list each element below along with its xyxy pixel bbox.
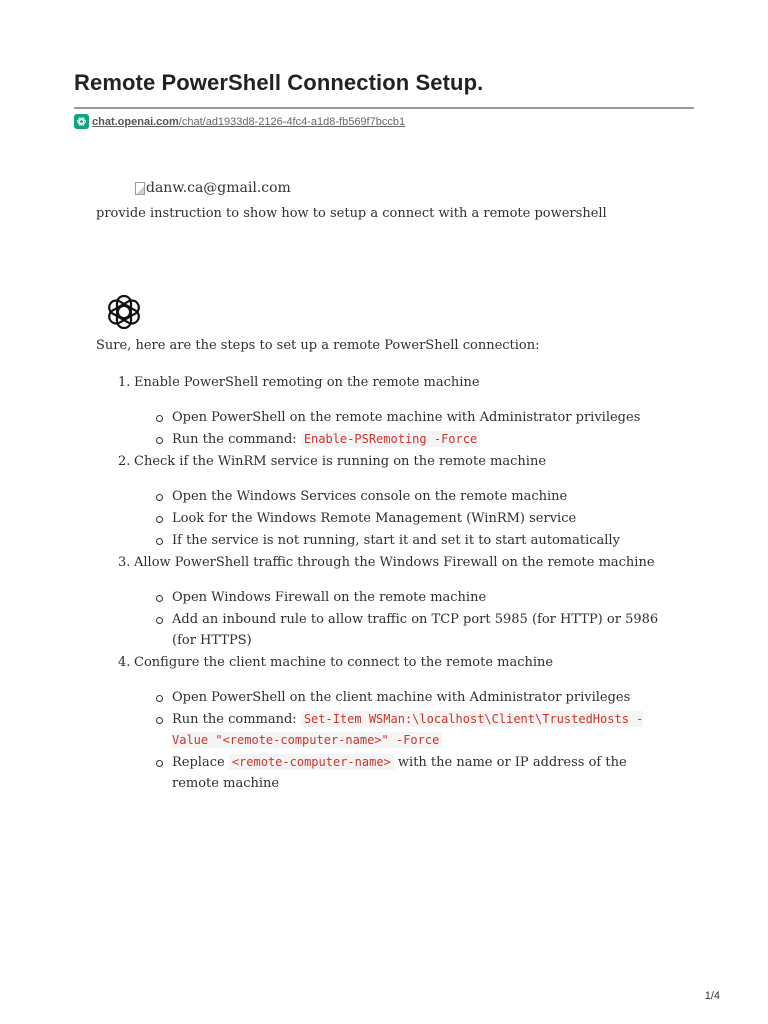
substep-text: Replace: [172, 755, 229, 770]
page-title: Remote PowerShell Connection Setup.: [74, 70, 484, 95]
substep-item: [134, 407, 676, 428]
substep-item: [134, 508, 676, 529]
hollow-bullet-icon: [156, 595, 163, 602]
step-heading: Check if the WinRM service is running on the remote machine: [134, 454, 547, 469]
title-divider: [74, 107, 694, 109]
substep-item: [134, 530, 676, 551]
step-number: 3.: [118, 555, 131, 570]
substep-item: [134, 587, 676, 608]
substep-list: [134, 486, 676, 551]
source-url[interactable]: [92, 116, 405, 128]
step-heading: Allow PowerShell traffic through the Windows Firewall on the remote machine: [134, 555, 655, 570]
source-path: /chat/ad1933d8-2126-4fc4-a1d8-fb569f7bccb1: [178, 115, 406, 128]
substep-text: Add an inbound rule to allow traffic on TCP port 5985 (for HTTP) or 5986 (for HTTPS): [172, 612, 659, 648]
source-domain: chat.openai.com: [92, 115, 179, 128]
step-item: [96, 552, 676, 651]
substep-text: Open PowerShell on the client machine with Administrator privileges: [172, 690, 631, 705]
substep-text: Run the command:: [172, 712, 301, 727]
hollow-bullet-icon: [156, 437, 163, 444]
page-number: 1/4: [704, 990, 720, 1002]
substep-text: Run the command:: [172, 432, 301, 447]
steps-list: [96, 372, 676, 795]
step-heading: Configure the client machine to connect to the remote machine: [134, 655, 554, 670]
placeholder-code: <remote-computer-name>: [229, 754, 394, 770]
broken-image-icon: [135, 182, 145, 195]
step-number: 4.: [118, 655, 131, 670]
substep-item: [134, 752, 676, 794]
substep-item: [134, 687, 676, 708]
substep-text: If the service is not running, start it and set it to start automatically: [172, 533, 620, 548]
hollow-bullet-icon: [156, 415, 163, 422]
substep-text-after: with the name or IP address of the remote machine: [172, 755, 627, 791]
substep-text: Open Windows Firewall on the remote machine: [172, 590, 487, 605]
substep-list: [134, 687, 676, 794]
openai-logo-icon: [104, 292, 144, 332]
openai-favicon-icon: [74, 114, 89, 129]
substep-text: Look for the Windows Remote Management (WinRM) service: [172, 511, 577, 526]
step-item: [96, 372, 676, 450]
substep-item: [134, 486, 676, 507]
user-prompt: provide instruction to show how to setup a connect with a remote powershell: [96, 206, 607, 221]
step-number: 2.: [118, 454, 131, 469]
user-avatar-alt-text: danw.ca@gmail.com: [146, 180, 291, 196]
hollow-bullet-icon: [156, 695, 163, 702]
step-item: [96, 652, 676, 794]
hollow-bullet-icon: [156, 717, 163, 724]
hollow-bullet-icon: [156, 617, 163, 624]
hollow-bullet-icon: [156, 760, 163, 767]
user-avatar: [135, 180, 291, 196]
substep-list: [134, 407, 676, 450]
command-code: Enable-PSRemoting -Force: [301, 431, 480, 447]
substep-text: Open the Windows Services console on the remote machine: [172, 489, 568, 504]
step-number: 1.: [118, 375, 131, 390]
assistant-intro: Sure, here are the steps to set up a remote PowerShell connection:: [96, 338, 540, 353]
step-heading: Enable PowerShell remoting on the remote machine: [134, 375, 480, 390]
substep-item: [134, 709, 676, 751]
command-code: Set-Item WSMan:\localhost\Client\TrustedHosts -Value "<remote-computer-name>" -Force: [172, 712, 644, 747]
substep-text: Open PowerShell on the remote machine with Administrator privileges: [172, 410, 641, 425]
hollow-bullet-icon: [156, 494, 163, 501]
hollow-bullet-icon: [156, 538, 163, 545]
step-item: [96, 451, 676, 551]
source-link[interactable]: [74, 114, 405, 129]
substep-item: [134, 609, 676, 651]
hollow-bullet-icon: [156, 516, 163, 523]
substep-list: [134, 587, 676, 651]
substep-item: [134, 429, 676, 450]
